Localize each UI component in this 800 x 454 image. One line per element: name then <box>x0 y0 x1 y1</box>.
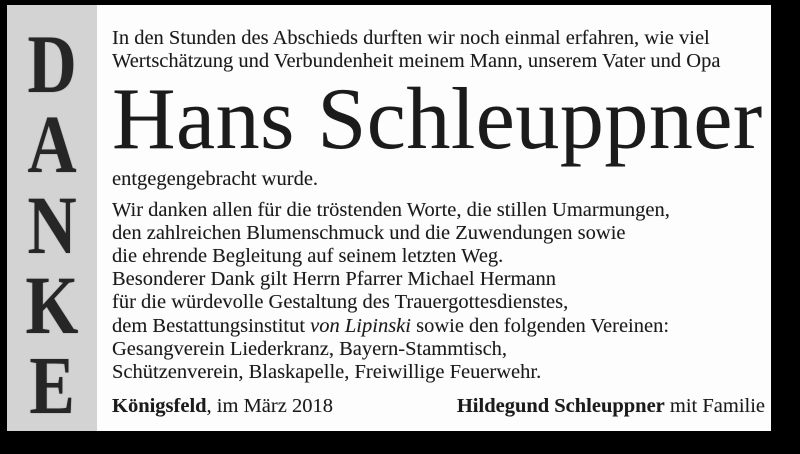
signature-name: Hildegund Schleuppner <box>456 395 665 418</box>
thanks-line-3: die ehrende Begleitung auf seinem letzten Weg. <box>112 245 504 268</box>
funeral-institute-suffix: sowie den folgenden Vereinen: <box>410 314 670 337</box>
after-name-line: entgegengebracht wurde. <box>112 168 319 191</box>
danke-letter-k: K <box>25 258 79 352</box>
thanks-line-4: Besonderer Dank gilt Herrn Pfarrer Michael Hermann <box>112 268 556 291</box>
deceased-name: Hans Schleuppner <box>112 71 763 169</box>
intro-line-1: In den Stunden des Abschieds durften wir noch einmal erfahren, wie viel <box>112 27 710 49</box>
thanks-line-2: den zahlreichen Blumenschmuck und die Zuwendungen sowie <box>112 221 626 244</box>
thanks-line-1: Wir danken allen für die tröstenden Worte, die stillen Umarmungen, <box>112 198 670 221</box>
funeral-institute-prefix: dem Bestattungsinstitut <box>112 314 311 337</box>
intro-paragraph <box>112 27 765 73</box>
signature <box>457 395 765 418</box>
danke-letter-d: D <box>27 17 77 111</box>
thanks-line-7: Gesangverein Liederkranz, Bayern-Stammtisch, <box>112 337 508 360</box>
place-and-date <box>112 395 333 418</box>
place-name: Königsfeld <box>112 395 207 418</box>
thanks-paragraph <box>112 199 765 385</box>
danke-letter-n: N <box>27 178 77 271</box>
danke-letter-a: A <box>27 97 77 191</box>
intro-line-2: Wertschätzung und Verbundenheit meinem Mann, unserem Vater und Opa <box>112 50 721 73</box>
thanks-line-5: für die würdevolle Gestaltung des Trauergottesdienstes, <box>112 291 569 314</box>
danke-vertical-band <box>7 5 97 431</box>
thanks-line-6 <box>112 315 765 338</box>
obituary-notice <box>7 5 771 431</box>
danke-letter-e: E <box>29 338 75 432</box>
notice-text-column <box>112 5 765 431</box>
date-text: , im März 2018 <box>206 395 333 418</box>
thanks-line-8: Schützenverein, Blaskapelle, Freiwillige Feuerwehr. <box>112 361 542 384</box>
footer-row <box>112 395 765 418</box>
funeral-institute-name: von Lipinski <box>310 314 411 337</box>
signature-suffix: mit Familie <box>664 395 765 418</box>
